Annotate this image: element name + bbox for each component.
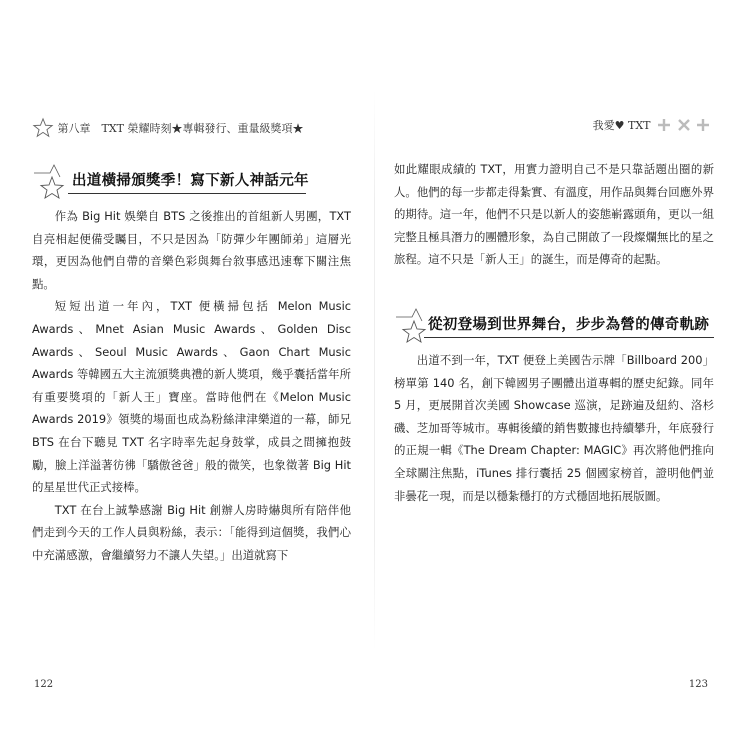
book-spine bbox=[374, 90, 375, 650]
page-number-left: 122 bbox=[34, 679, 54, 690]
paragraph: 出道不到一年，TXT 便登上美國告示牌「Billboard 200」榜單第 140 名，創下韓國男子團體出道專輯的歷史紀錄。同年 5 月，更展開首次美國 Showcase 巡演，足跡遍及紐約、洛杉磯、芝加哥等城市。專輯後續的銷售數據也持續攀升，年底發行的正規一輯《The Dream Chapter: MAGIC》再次將他們推向全球關注焦點，iTunes 排行囊括 25 個國家榜首，證明他們並非曇花一現，而是以穩紮穩打的方式穩固地拓展版圖。 bbox=[394, 352, 714, 503]
left-running-head bbox=[32, 117, 304, 139]
title-underline bbox=[424, 337, 714, 338]
left-running-head-text: 第八章 TXT 榮耀時刻★專輯發行、重量級獎項★ bbox=[57, 122, 304, 135]
paragraph: 短短出道一年內，TXT 便橫掃包括 Melon Music Awards、Mnet Asian Music Awards、Golden Disc Awards、Seoul Music Awards、Gaon Chart Music Awards 等韓國五大主流頒獎典禮的新人獎項，幾乎囊括當年所有重要獎項的「新人王」寶座。當時他們在《Melon Music Awards 2019》領獎的場面也成為粉絲津津樂道的一幕，師兄 BTS 在台下聽見 TXT 名字時率先起身鼓掌，成員之間擁抱鼓勵，臉上洋溢著彷彿「驕傲爸爸」般的微笑，也象徵著 Big Hit 的星星世代正式接棒。 bbox=[32, 299, 351, 495]
title-underline bbox=[68, 193, 306, 194]
page-number-right: 123 bbox=[688, 679, 708, 690]
right-body-text bbox=[394, 349, 714, 507]
star-outline-icon bbox=[32, 117, 54, 139]
section-title: 從初登場到世界舞台，步步為營的傳奇軌跡 bbox=[428, 316, 710, 333]
paragraph: 作為 Big Hit 娛樂自 BTS 之後推出的首組新人男團，TXT 自亮相起便備受矚目，不只是因為「防彈少年團師弟」這層光環，更因為他們自帶的音樂色彩與舞台敘事感迅速奪下關注焦點。 bbox=[32, 209, 351, 291]
paragraph: TXT 在台上誠摯感謝 Big Hit 創辦人房時爀與所有陪伴他們走到今天的工作人員與粉絲，表示：「能得到這個獎，我們心中充滿感激，會繼續努力不讓人失望。」出道就寫下 bbox=[32, 502, 351, 562]
section-heading-debut-awards bbox=[32, 147, 357, 203]
right-body-continued bbox=[394, 158, 714, 271]
left-page bbox=[22, 95, 357, 690]
right-running-head-text: 我愛♥ TXT bbox=[592, 119, 651, 132]
cross-x-cross-icon bbox=[658, 118, 710, 132]
left-body-text bbox=[32, 205, 351, 567]
paragraph: 如此耀眼成績的 TXT，用實力證明自己不是只靠話題出圈的新人。他們的每一步都走得紮實、有溫度，用作品與舞台回應外界的期待。這一年，他們不只是以新人的姿態嶄露頭角，更以一組完整且極具潛力的團體形象，為自己開啟了一段燦爛無比的星之旅程。這不只是「新人王」的誕生，而是傳奇的起點。 bbox=[394, 162, 714, 267]
right-running-head bbox=[593, 117, 710, 133]
right-page bbox=[380, 95, 720, 690]
section-heading-world-stage bbox=[394, 291, 720, 347]
section-title: 出道橫掃頒獎季！寫下新人神話元年 bbox=[72, 173, 309, 189]
